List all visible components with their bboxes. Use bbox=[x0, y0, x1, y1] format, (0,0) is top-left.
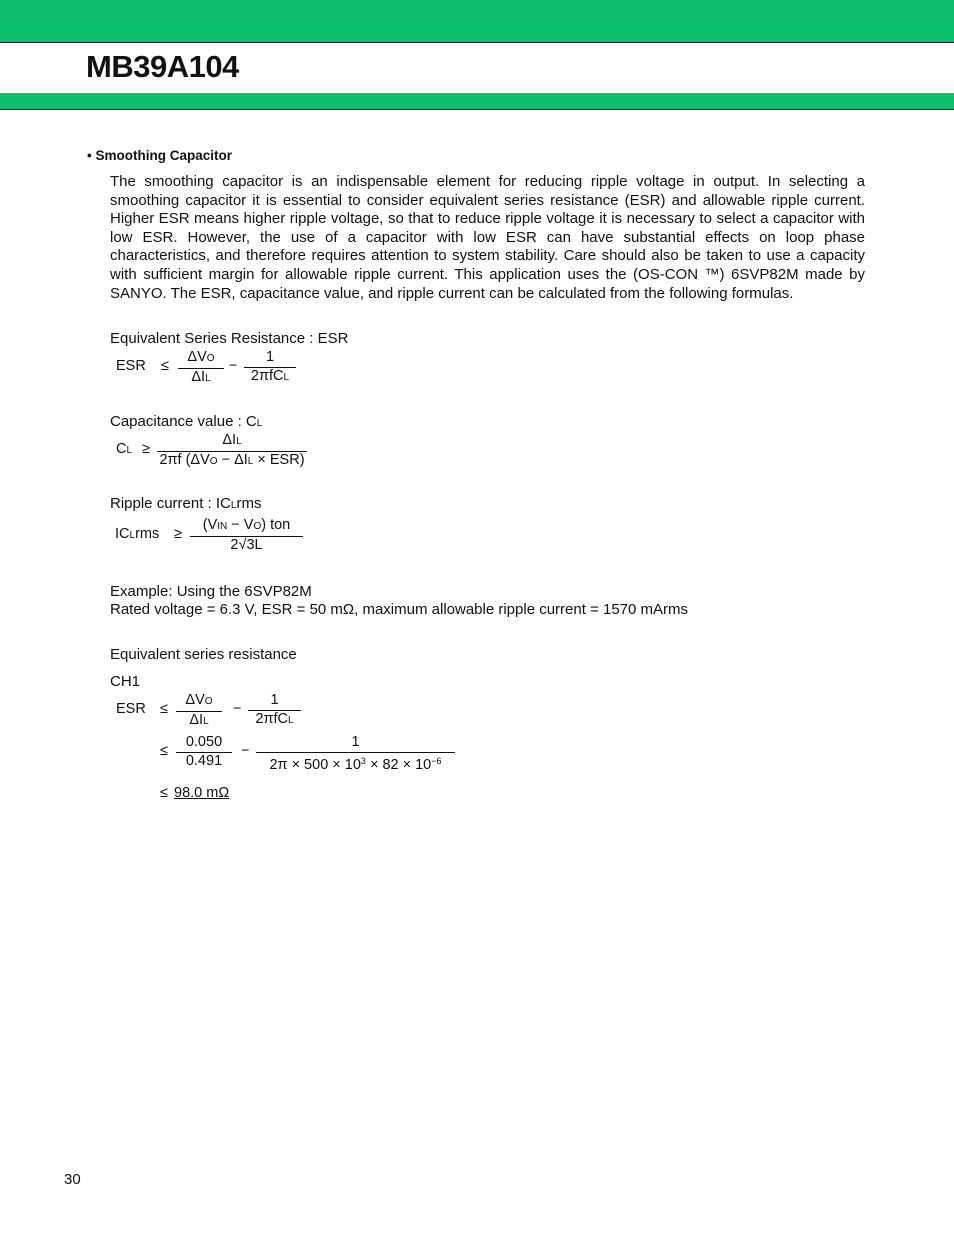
calc-minus-2: − bbox=[241, 743, 250, 759]
numerator-part: − V bbox=[227, 517, 254, 533]
numerator-part: (V bbox=[202, 517, 218, 533]
esr-formula-fraction-2 bbox=[244, 349, 296, 386]
denominator-part: − ΔI bbox=[217, 452, 248, 468]
esr-formula-fraction-1 bbox=[178, 349, 224, 387]
capacitance-formula-fraction bbox=[157, 432, 307, 470]
calc-fraction-1 bbox=[176, 692, 222, 730]
ripple-formula-rel: ≥ bbox=[174, 526, 182, 542]
lhs-text: C bbox=[116, 441, 127, 457]
example-line-2: Rated voltage = 6.3 V, ESR = 50 mΩ, maximum allowable ripple current = 1570 mArms bbox=[110, 601, 689, 618]
numerator-part: ) ton bbox=[261, 517, 291, 533]
denominator-part: × ESR) bbox=[253, 452, 305, 468]
example-line-1: Example: Using the 6SVP82M bbox=[110, 583, 312, 600]
section-heading: • Smoothing Capacitor bbox=[87, 148, 232, 163]
fraction-denominator: ΔI bbox=[189, 712, 204, 728]
calc-fraction-3 bbox=[176, 734, 232, 770]
fraction-numerator: 1 bbox=[351, 734, 360, 750]
calc-rel-2: ≤ bbox=[160, 743, 168, 759]
subscript: L bbox=[283, 372, 290, 383]
calc-fraction-4 bbox=[256, 734, 455, 774]
ripple-formula-label bbox=[110, 495, 261, 512]
label-text: Capacitance value : C bbox=[110, 413, 257, 430]
denominator-part: 2πf (ΔV bbox=[159, 452, 210, 468]
fraction-numerator: ΔV bbox=[187, 349, 207, 365]
subscript: L bbox=[230, 500, 237, 511]
fraction-numerator: ΔV bbox=[185, 692, 205, 708]
fraction-denominator: ΔI bbox=[191, 369, 206, 385]
label-text: Ripple current : IC bbox=[110, 495, 231, 512]
calc-channel: CH1 bbox=[110, 673, 141, 690]
label-text: rms bbox=[236, 495, 262, 512]
fraction-numerator: 1 bbox=[265, 349, 275, 365]
calc-lhs: ESR bbox=[116, 701, 146, 717]
calc-fraction-2 bbox=[248, 692, 301, 729]
denominator-part: × 82 × 10 bbox=[365, 757, 432, 773]
fraction-numerator: 1 bbox=[270, 692, 279, 708]
subscript: L bbox=[126, 445, 133, 456]
subscript: O bbox=[206, 353, 215, 364]
fraction-numerator: 0.050 bbox=[185, 734, 223, 750]
esr-formula-label: Equivalent Series Resistance : ESR bbox=[110, 330, 349, 347]
lhs-text: IC bbox=[115, 526, 130, 542]
lhs-text: rms bbox=[135, 526, 160, 542]
esr-formula-rel: ≤ bbox=[161, 358, 169, 374]
denominator-part: 2π × 500 × 10 bbox=[269, 757, 361, 773]
page-number: 30 bbox=[64, 1171, 81, 1188]
subscript: O bbox=[209, 456, 218, 467]
subscript: O bbox=[253, 521, 262, 532]
section-paragraph: The smoothing capacitor is an indispensable element for reducing ripple voltage in output. In selecting a smoothing capacitor it is essential to consider equivalent series resistance (ESR) and allowable ripple current. Higher ESR means higher ripple voltage, so that to reduce ripple voltage it is necessary to select a capacitor with low ESR. However, the use of a capacitor with low ESR can have substantial effects on loop phase characteristics, and therefore requires attention to system stability. Care should also be taken to use a capacity with sufficient margin for allowable ripple current. This application uses the (OS-CON ™) 6SVP82M made by SANYO. The ESR, capacitance value, and ripple current can be calculated from the following formulas. bbox=[110, 173, 865, 302]
capacitance-formula-label bbox=[110, 413, 262, 430]
calc-label: Equivalent series resistance bbox=[110, 646, 297, 663]
calc-rel-3: ≤ bbox=[160, 785, 168, 801]
ripple-formula-lhs bbox=[115, 526, 159, 542]
calc-rel-1: ≤ bbox=[160, 701, 168, 717]
subscript: O bbox=[204, 696, 213, 707]
exponent: 3 bbox=[360, 756, 366, 766]
esr-formula-lhs: ESR bbox=[116, 358, 146, 374]
ripple-formula-fraction bbox=[190, 517, 303, 554]
capacitance-formula-rel: ≥ bbox=[142, 441, 150, 457]
subscript: L bbox=[236, 436, 242, 447]
header-band-top bbox=[0, 0, 954, 43]
subscript: L bbox=[288, 715, 294, 726]
subscript: IN bbox=[217, 521, 228, 532]
subscript: L bbox=[205, 373, 211, 384]
header-band-bottom bbox=[0, 93, 954, 110]
fraction-denominator: 2πfC bbox=[250, 368, 284, 384]
calc-result: 98.0 mΩ bbox=[174, 785, 230, 801]
capacitance-formula-lhs bbox=[116, 441, 132, 457]
subscript: L bbox=[203, 716, 209, 727]
subscript: L bbox=[256, 418, 263, 429]
exponent: −6 bbox=[431, 756, 442, 766]
fraction-denominator: 2√3L bbox=[230, 537, 263, 553]
fraction-denominator: 2πfC bbox=[255, 711, 288, 727]
esr-formula-minus: − bbox=[229, 358, 238, 374]
fraction-numerator: ΔI bbox=[222, 432, 237, 448]
document-title: MB39A104 bbox=[86, 49, 239, 84]
fraction-denominator: 0.491 bbox=[185, 753, 223, 769]
subscript: L bbox=[129, 530, 136, 541]
calc-minus-1: − bbox=[233, 701, 242, 717]
subscript: L bbox=[247, 456, 254, 467]
